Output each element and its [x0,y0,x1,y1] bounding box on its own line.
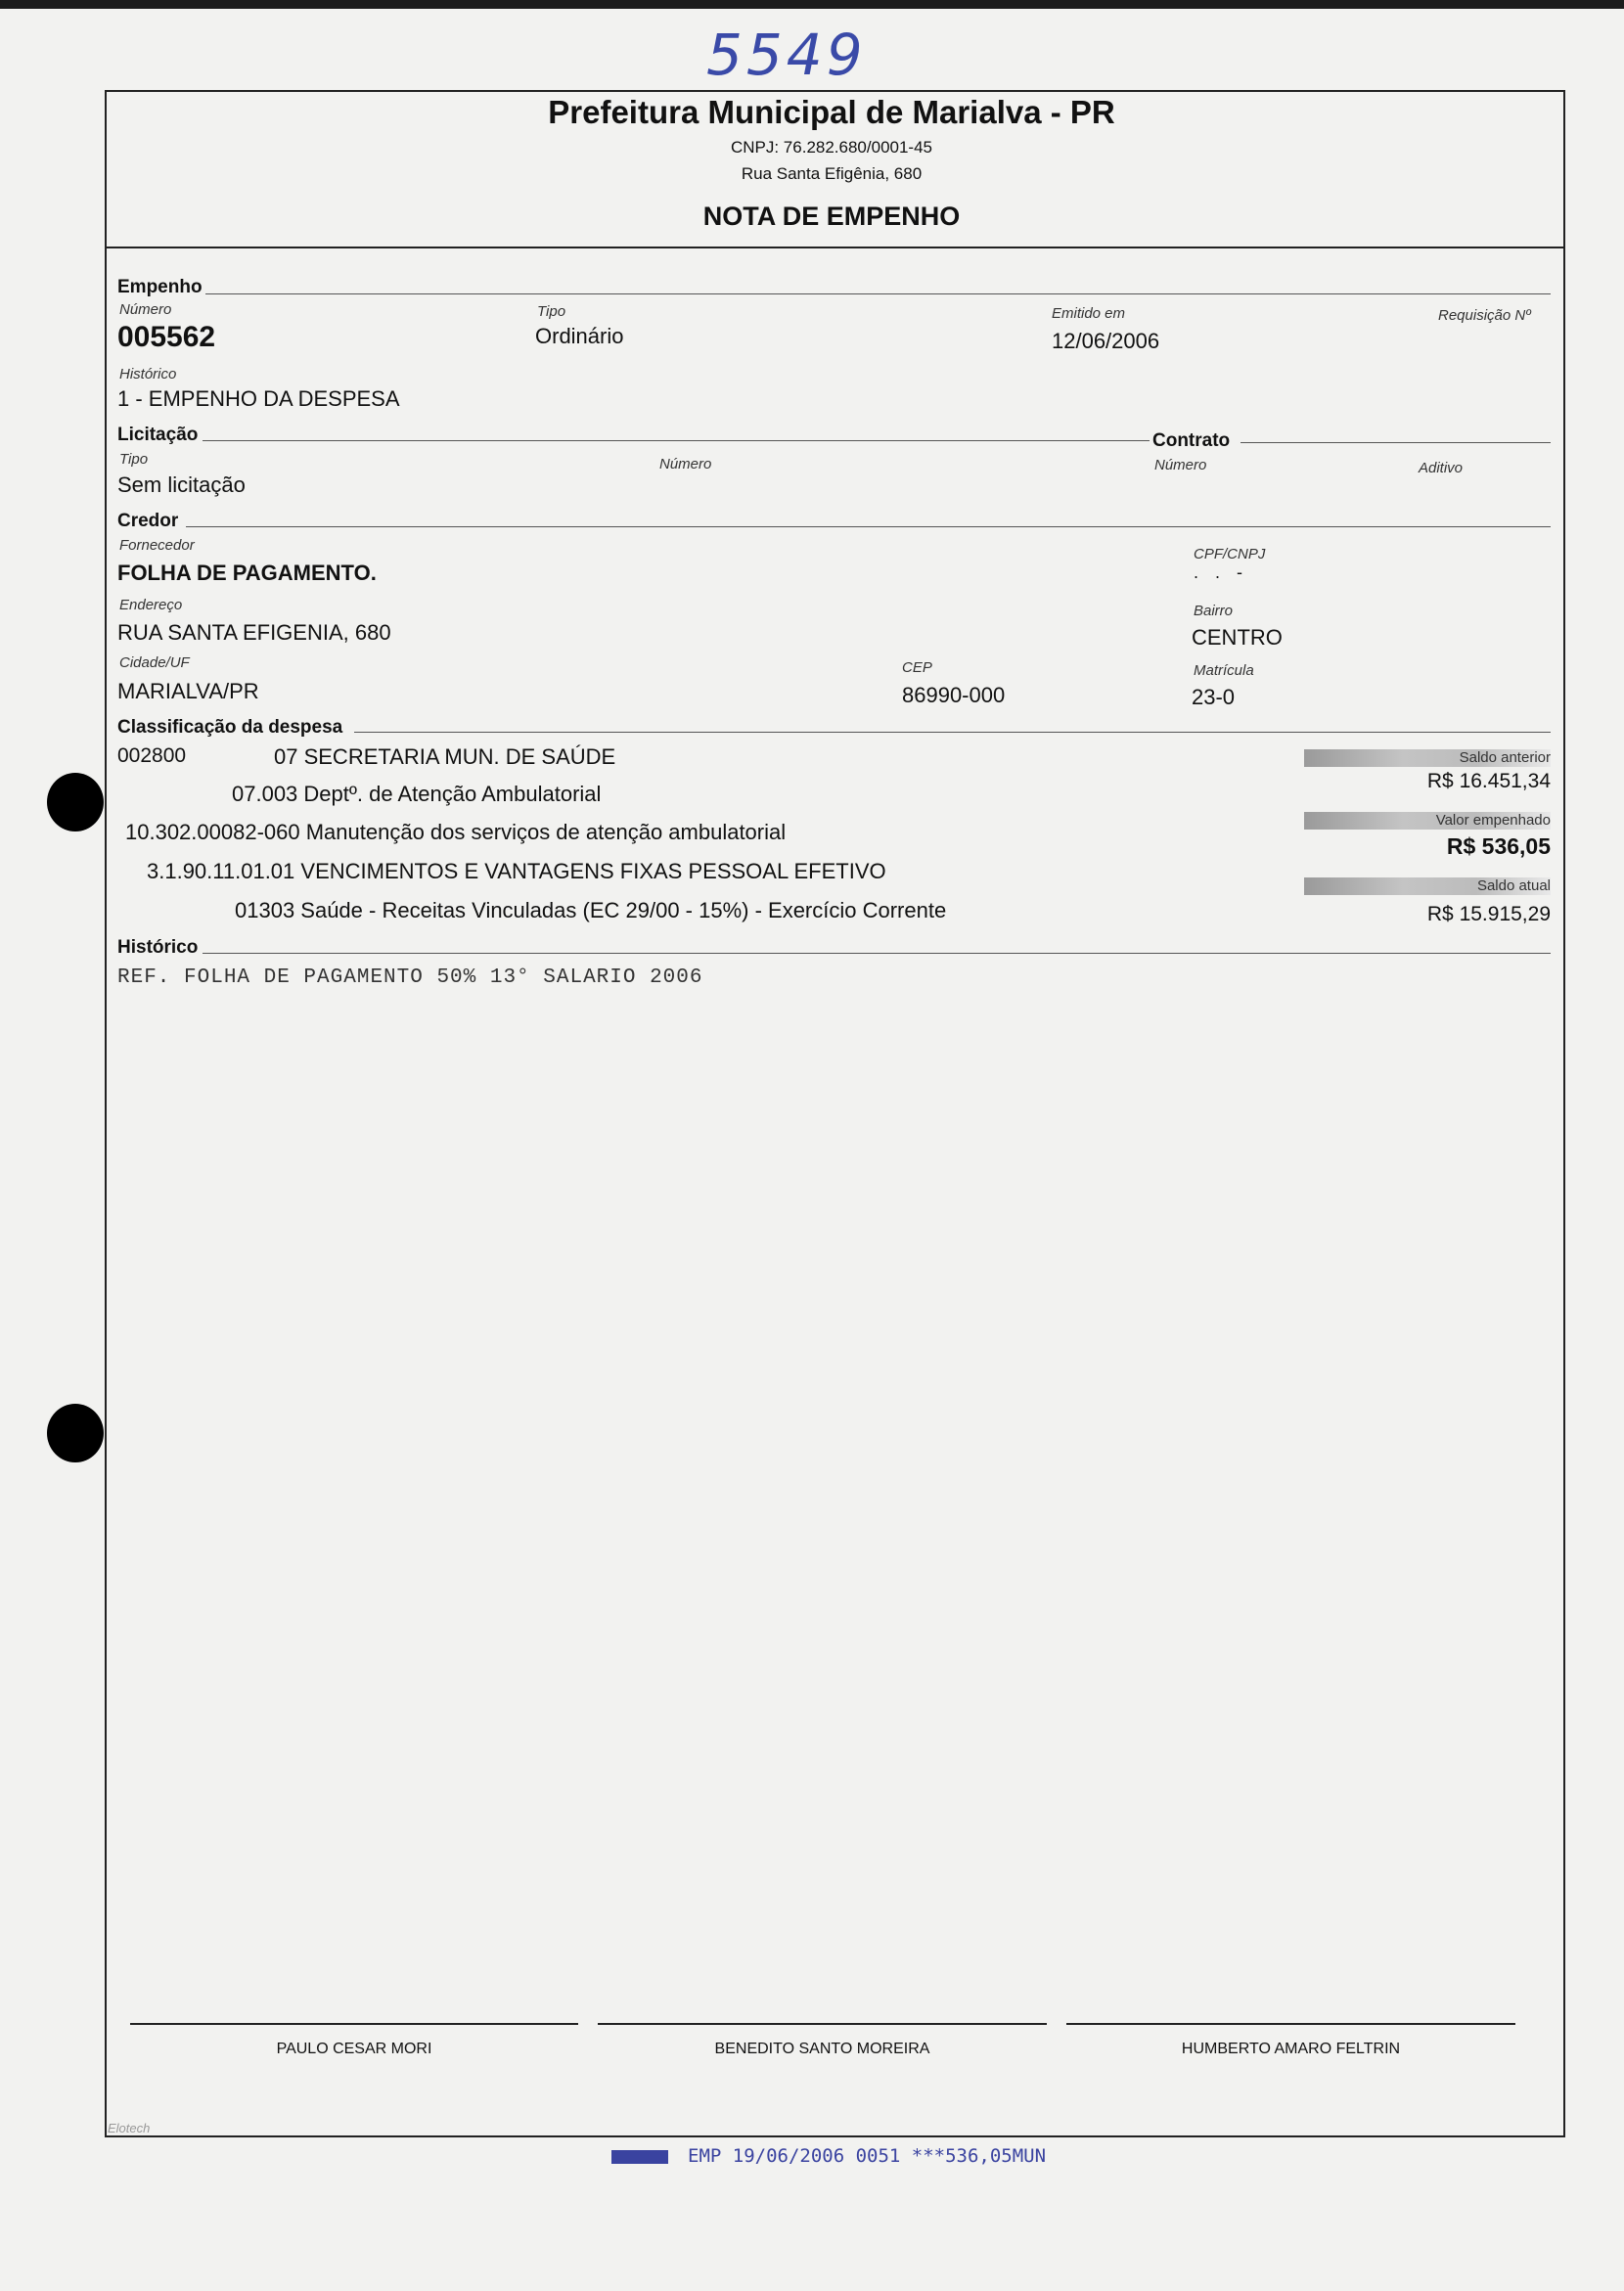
saldo-anterior: R$ 16.451,34 [1426,770,1551,792]
classificacao-elemento: 3.1.90.11.01.01 VENCIMENTOS E VANTAGENS FIXAS PESSOAL EFETIVO [147,859,886,883]
empenho-section-title: Empenho [117,277,203,297]
historico-text: REF. FOLHA DE PAGAMENTO 50% 13° SALARIO 2006 [117,966,703,989]
signature-name-2: BENEDITO SANTO MOREIRA [714,2041,930,2057]
header-separator [105,247,1565,248]
contrato-section-title: Contrato [1152,430,1231,451]
valor-empenhado: R$ 536,05 [1446,833,1551,859]
licitacao-section-title: Licitação [117,425,199,445]
bairro-label: Bairro [1194,603,1234,619]
fornecedor: FOLHA DE PAGAMENTO. [117,561,377,585]
classificacao-fonte: 01303 Saúde - Receitas Vinculadas (EC 29/00 - 15%) - Exercício Corrente [235,898,947,922]
cep-label: CEP [902,659,932,676]
contrato-aditivo-label: Aditivo [1419,460,1464,476]
cidade: MARIALVA/PR [117,679,259,703]
signature-name-3: HUMBERTO AMARO FELTRIN [1181,2041,1401,2057]
classificacao-unidade: 07.003 Deptº. de Atenção Ambulatorial [232,782,602,806]
endereco: RUA SANTA EFIGENIA, 680 [117,620,391,645]
empenho-historico: 1 - EMPENHO DA DESPESA [117,386,400,411]
classificacao-orgao: 07 SECRETARIA MUN. DE SAÚDE [274,744,616,769]
stamp-text: EMP 19/06/2006 0051 ***536,05MUN [688,2145,1047,2167]
signature-line-3 [1066,2023,1515,2025]
saldo-atual: R$ 15.915,29 [1426,903,1551,925]
handwritten-page-number: 5549 [706,22,867,88]
cpf-cnpj: . . - [1194,562,1248,582]
valor-empenhado-label: Valor empenhado [1435,812,1551,829]
credor-section-title: Credor [117,511,179,531]
matricula-label: Matrícula [1194,662,1254,679]
classificacao-funcional: 10.302.00082-060 Manutenção dos serviços de atenção ambulatorial [125,820,787,844]
cidade-label: Cidade/UF [119,654,190,671]
licitacao-numero-label: Número [659,456,712,472]
cpf-cnpj-label: CPF/CNPJ [1194,546,1266,562]
stamp-logo-icon [611,2150,668,2164]
historico-rule [203,953,1551,954]
mechanical-stamp [611,2145,1046,2167]
requisicao-label: Requisição Nº [1438,307,1531,324]
classificacao-code: 002800 [117,744,187,767]
saldo-anterior-label: Saldo anterior [1459,749,1551,766]
classificacao-section-title: Classificação da despesa [117,717,343,738]
historico-section-title: Histórico [117,937,199,958]
footer-software-mark: Elotech [108,2121,151,2135]
contrato-numero-label: Número [1154,457,1207,473]
org-cnpj: CNPJ: 76.282.680/0001-45 [730,138,933,157]
licitacao-tipo: Sem licitação [117,472,246,497]
bairro: CENTRO [1192,625,1283,650]
licitacao-rule [203,440,1150,441]
licitacao-tipo-label: Tipo [119,451,149,468]
empenho-numero-label: Número [119,301,172,318]
punch-hole-top [47,773,104,831]
org-address: Rua Santa Efigênia, 680 [741,164,923,183]
org-title: Prefeitura Municipal de Marialva - PR [548,94,1115,130]
scan-top-edge [0,0,1624,9]
classificacao-rule [354,732,1551,733]
fornecedor-label: Fornecedor [119,537,195,554]
cep: 86990-000 [902,683,1006,707]
saldo-atual-label: Saldo atual [1476,877,1551,894]
endereco-label: Endereço [119,597,183,613]
empenho-historico-label: Histórico [119,366,177,382]
emitido-date: 12/06/2006 [1052,329,1160,353]
emitido-label: Emitido em [1052,305,1126,322]
signature-name-1: PAULO CESAR MORI [276,2041,432,2057]
signature-line-2 [598,2023,1047,2025]
empenho-numero: 005562 [117,321,216,353]
punch-hole-bottom [47,1404,104,1462]
document-title: NOTA DE EMPENHO [702,202,961,231]
signature-line-1 [130,2023,578,2025]
empenho-rule [205,293,1551,294]
empenho-tipo: Ordinário [535,324,624,348]
credor-rule [186,526,1551,527]
empenho-tipo-label: Tipo [537,303,566,320]
matricula: 23-0 [1192,685,1236,709]
contrato-rule [1241,442,1551,443]
